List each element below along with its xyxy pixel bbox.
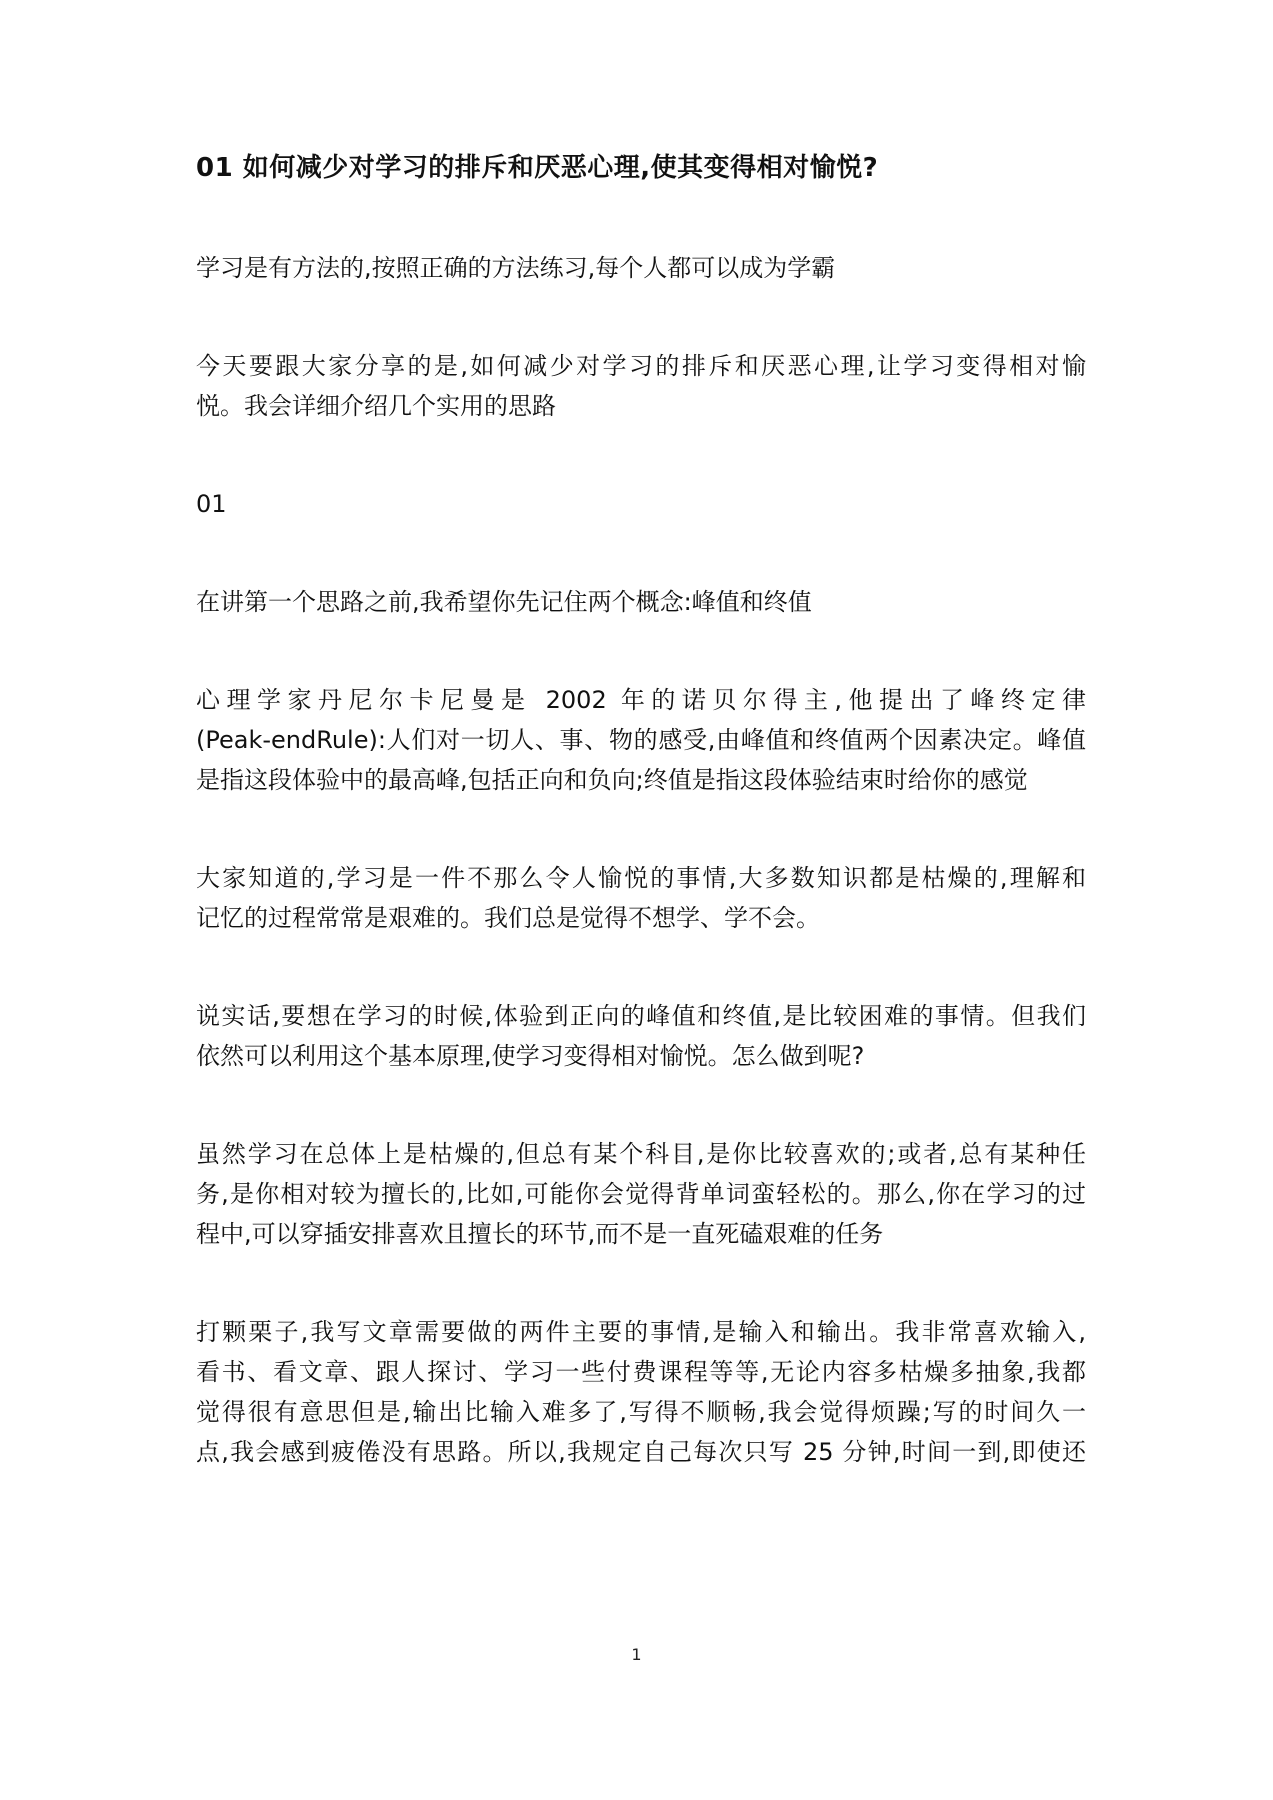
paragraph-line: 学习是有方法的,按照正确的方法练习,每个人都可以成为学霸 [196, 254, 836, 282]
document-title: 01 如何减少对学习的排斥和厌恶心理,使其变得相对愉悦? [196, 153, 879, 183]
paragraph-line: 悦。我会详细介绍几个实用的思路 [196, 392, 556, 420]
paragraph-peak-end-rule [196, 680, 1086, 800]
paragraph-example [196, 1312, 1086, 1472]
paragraph-line: 在讲第一个思路之前,我希望你先记住两个概念:峰值和终值 [196, 588, 812, 616]
page-number: 1 [631, 1645, 642, 1664]
section-number: 01 [196, 490, 227, 518]
paragraph-interleave [196, 1134, 1086, 1254]
paragraph-line: 虽然学习在总体上是枯燥的,但总有某个科目,是你比较喜欢的;或者,总有某种任 [196, 1140, 1086, 1168]
paragraph-line: 程中,可以穿插安排喜欢且擅长的环节,而不是一直死磕艰难的任务 [196, 1220, 884, 1248]
paragraph-line: 大家知道的,学习是一件不那么令人愉悦的事情,大多数知识都是枯燥的,理解和 [196, 864, 1086, 892]
paragraph-line: 点,我会感到疲倦没有思路。所以,我规定自己每次只写 25 分钟,时间一到,即使还 [196, 1438, 1086, 1466]
paragraph-line: 觉得很有意思但是,输出比输入难多了,写得不顺畅,我会觉得烦躁;写的时间久一 [196, 1398, 1086, 1426]
paragraph-line: 心理学家丹尼尔卡尼曼是 2002 年的诺贝尔得主,他提出了峰终定律 [196, 686, 1086, 714]
document-body [196, 150, 1086, 1530]
paragraph-line: 今天要跟大家分享的是,如何减少对学习的排斥和厌恶心理,让学习变得相对愉 [196, 352, 1086, 380]
paragraph-line: 说实话,要想在学习的时候,体验到正向的峰值和终值,是比较困难的事情。但我们 [196, 1002, 1086, 1030]
paragraph-concepts [196, 582, 1086, 622]
paragraph-learning-difficulty [196, 858, 1086, 938]
paragraph-intro [196, 248, 1086, 288]
paragraph-line: 看书、看文章、跟人探讨、学习一些付费课程等等,无论内容多枯燥多抽象,我都 [196, 1358, 1086, 1386]
paragraph-topic [196, 346, 1086, 426]
paragraph-line: 务,是你相对较为擅长的,比如,可能你会觉得背单词蛮轻松的。那么,你在学习的过 [196, 1180, 1086, 1208]
paragraph-line: (Peak-endRule):人们对一切人、事、物的感受,由峰值和终值两个因素决定。峰值 [196, 726, 1086, 754]
paragraph-principle [196, 996, 1086, 1076]
paragraph-line: 记忆的过程常常是艰难的。我们总是觉得不想学、学不会。 [196, 904, 820, 932]
paragraph-line: 是指这段体验中的最高峰,包括正向和负向;终值是指这段体验结束时给你的感觉 [196, 766, 1028, 794]
paragraph-line: 依然可以利用这个基本原理,使学习变得相对愉悦。怎么做到呢? [196, 1042, 865, 1070]
paragraph-line: 打颗栗子,我写文章需要做的两件主要的事情,是输入和输出。我非常喜欢输入, [196, 1318, 1086, 1346]
